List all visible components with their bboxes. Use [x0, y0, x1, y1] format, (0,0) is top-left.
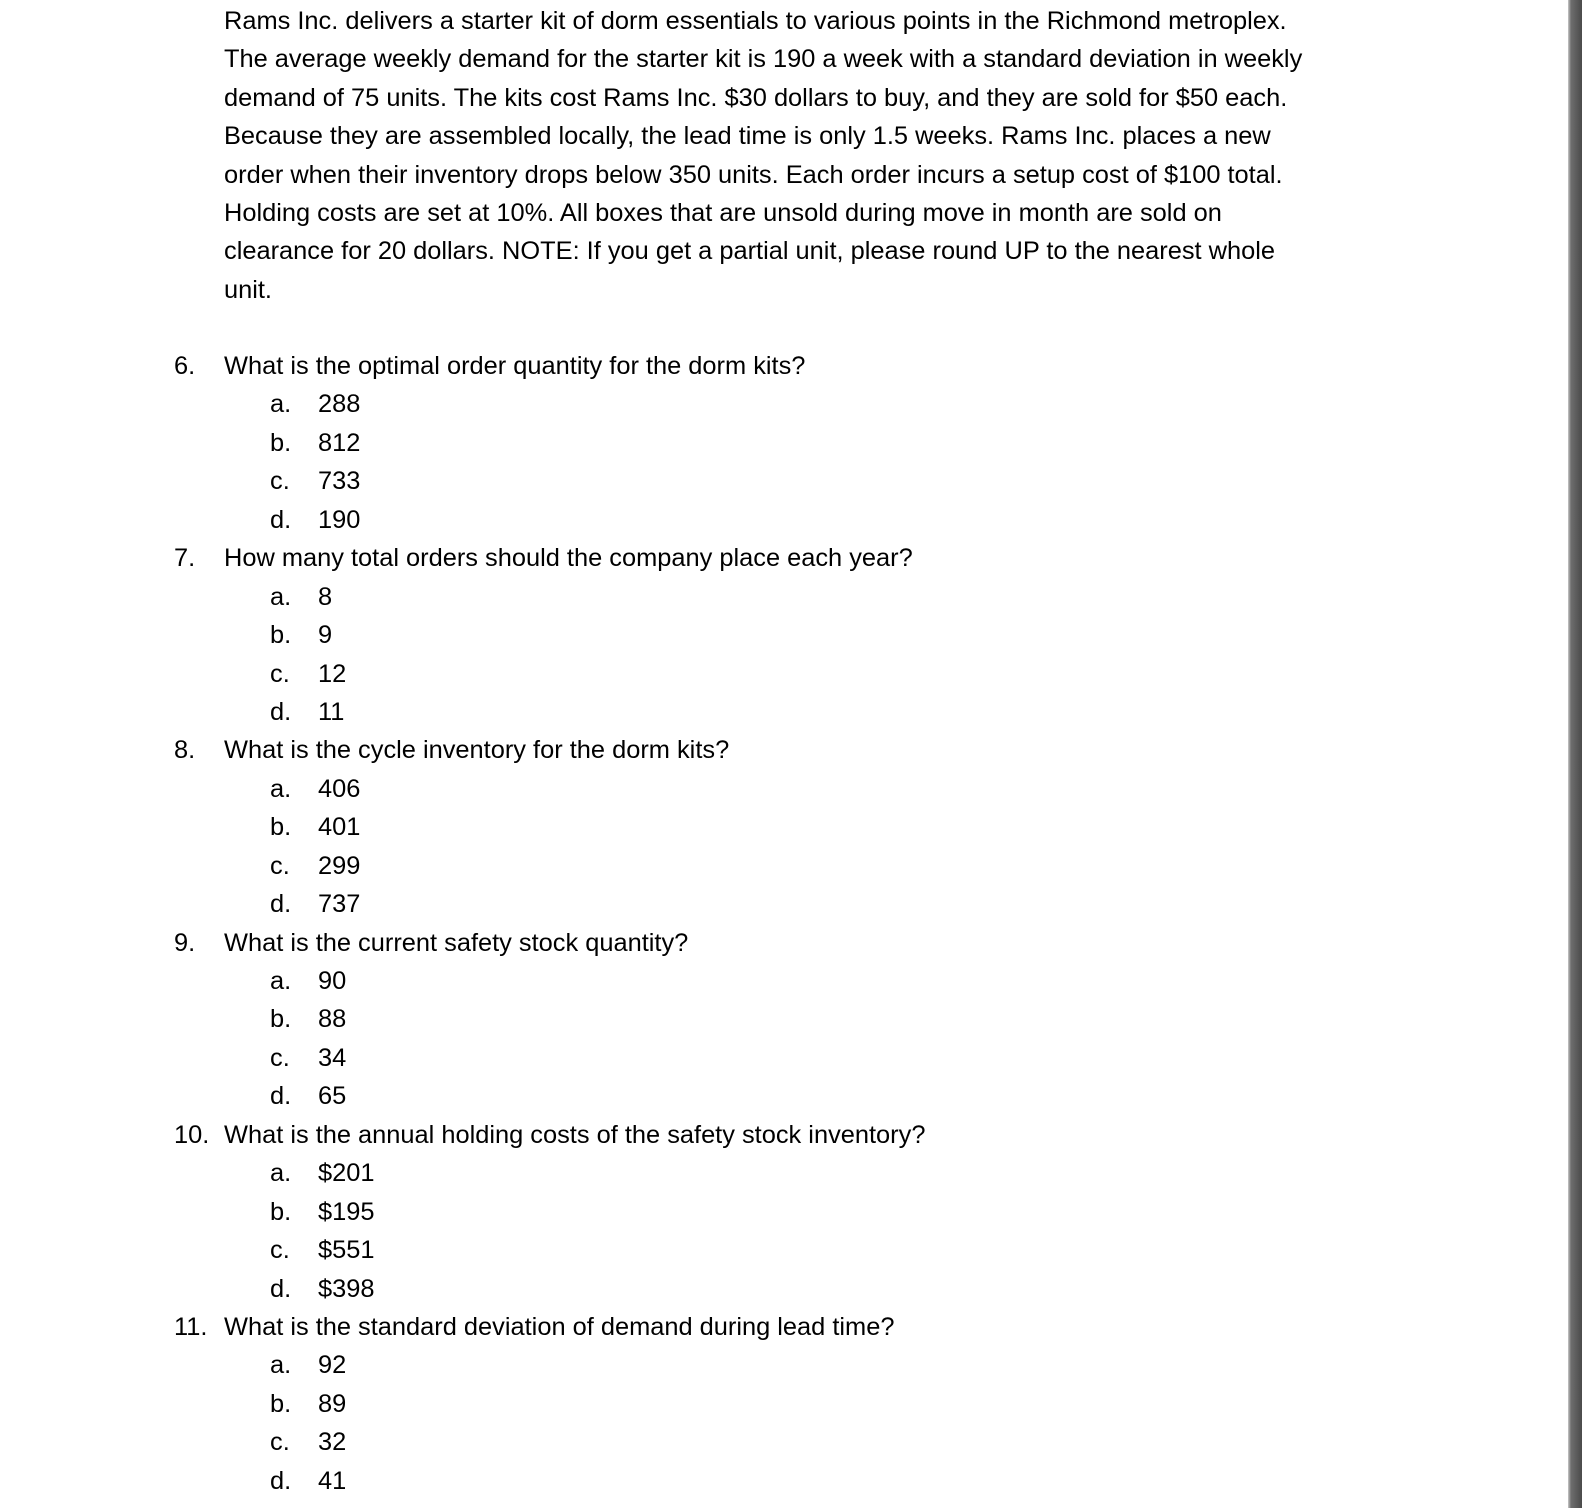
option-letter: d.: [270, 1274, 292, 1303]
problem-line: Rams Inc. delivers a starter kit of dorm essentials to various points in the Richmond metroplex.: [224, 7, 1287, 35]
option-text: 32: [318, 1428, 347, 1457]
question-9: [0, 924, 1540, 1116]
problem-line: clearance for 20 dollars. NOTE: If you get a partial unit, please round UP to the nearest whole: [224, 237, 1276, 266]
option-text: 9: [318, 621, 333, 650]
option-text: 190: [318, 505, 361, 534]
question-stem: [0, 347, 1540, 385]
option-text: 11: [318, 697, 345, 726]
problem-statement: [224, 2, 1374, 309]
question-stem: [0, 1116, 1540, 1154]
option-letter: b.: [270, 1005, 292, 1034]
question-stem: [0, 1308, 1540, 1346]
option-letter: a.: [270, 1159, 292, 1188]
question-stem: [0, 731, 1540, 769]
answer-option: [0, 501, 1540, 539]
option-text: $201: [318, 1159, 375, 1188]
option-letter: b.: [270, 1197, 292, 1226]
question-10: [0, 1116, 1540, 1308]
answer-option: [0, 1154, 1540, 1192]
question-number: 9.: [174, 928, 196, 957]
answer-option: [0, 1231, 1540, 1269]
option-text: 92: [318, 1351, 347, 1380]
option-letter: b.: [270, 1389, 292, 1418]
question-7: [0, 539, 1540, 731]
option-letter: c.: [270, 1236, 290, 1265]
option-text: 401: [318, 813, 361, 842]
question-number: 7.: [174, 544, 196, 573]
option-text: 12: [318, 659, 347, 688]
answer-option: [0, 1039, 1540, 1077]
option-text: 65: [318, 1082, 347, 1111]
answer-option: [0, 1270, 1540, 1308]
page-edge-shadow: [1568, 0, 1582, 1508]
option-letter: b.: [270, 621, 292, 650]
option-letter: d.: [270, 697, 292, 726]
option-letter: a.: [270, 582, 292, 611]
answer-option: [0, 770, 1540, 808]
option-text: 733: [318, 467, 361, 496]
option-text: $398: [318, 1274, 375, 1303]
option-text: 41: [318, 1466, 347, 1495]
option-text: $195: [318, 1197, 375, 1226]
answer-option: [0, 1346, 1540, 1384]
question-8: [0, 731, 1540, 923]
answer-option: [0, 578, 1540, 616]
answer-option: [0, 1385, 1540, 1423]
option-letter: d.: [270, 1082, 292, 1111]
answer-option: [0, 424, 1540, 462]
question-number: 8.: [174, 736, 196, 765]
option-letter: c.: [270, 1043, 290, 1072]
option-letter: d.: [270, 1466, 292, 1495]
answer-option: [0, 962, 1540, 1000]
problem-line: demand of 75 units. The kits cost Rams Inc. $30 dollars to buy, and they are sold for $50 each.: [224, 83, 1288, 112]
option-letter: b.: [270, 813, 292, 842]
answer-option: [0, 462, 1540, 500]
answer-option: [0, 385, 1540, 423]
question-list: [0, 347, 1540, 1500]
option-text: 299: [318, 851, 361, 880]
problem-line: Because they are assembled locally, the lead time is only 1.5 weeks. Rams Inc. places a new: [224, 122, 1271, 151]
option-letter: d.: [270, 890, 292, 919]
answer-option: [0, 1077, 1540, 1115]
option-letter: a.: [270, 390, 292, 419]
problem-line: unit.: [224, 275, 272, 304]
answer-option: [0, 616, 1540, 654]
question-11: [0, 1308, 1540, 1500]
answer-option: [0, 1423, 1540, 1461]
question-number: 11.: [174, 1312, 208, 1341]
question-text: What is the standard deviation of demand during lead time?: [224, 1312, 895, 1341]
option-text: 406: [318, 774, 361, 803]
question-number: 10.: [174, 1120, 210, 1149]
option-letter: c.: [270, 1428, 290, 1457]
question-stem: [0, 924, 1540, 962]
question-text: How many total orders should the company place each year?: [224, 544, 913, 573]
answer-option: [0, 1193, 1540, 1231]
question-text: What is the optimal order quantity for the dorm kits?: [224, 352, 806, 380]
option-text: 88: [318, 1005, 347, 1034]
option-letter: d.: [270, 505, 292, 534]
problem-line: Holding costs are set at 10%. All boxes that are unsold during move in month are sold on: [224, 199, 1222, 228]
question-6: [0, 347, 1540, 539]
problem-line: order when their inventory drops below 350 units. Each order incurs a setup cost of $100 total.: [224, 160, 1283, 189]
option-letter: a.: [270, 774, 292, 803]
question-stem: [0, 539, 1540, 577]
option-letter: b.: [270, 428, 292, 457]
option-text: $551: [318, 1236, 375, 1265]
option-letter: a.: [270, 1351, 292, 1380]
answer-option: [0, 885, 1540, 923]
question-text: What is the cycle inventory for the dorm kits?: [224, 736, 730, 765]
question-text: What is the annual holding costs of the safety stock inventory?: [224, 1120, 926, 1149]
option-letter: c.: [270, 467, 290, 496]
answer-option: [0, 693, 1540, 731]
option-text: 288: [318, 390, 361, 419]
problem-line: The average weekly demand for the starter kit is 190 a week with a standard deviation in weekly: [224, 45, 1303, 74]
option-letter: a.: [270, 967, 292, 995]
answer-option: [0, 1000, 1540, 1038]
option-letter: c.: [270, 851, 290, 880]
answer-option: [0, 847, 1540, 885]
option-text: 90: [318, 967, 347, 995]
answer-option: [0, 808, 1540, 846]
option-text: 812: [318, 428, 361, 457]
option-letter: c.: [270, 659, 290, 688]
question-text: What is the current safety stock quantity?: [224, 928, 689, 957]
option-text: 34: [318, 1043, 347, 1072]
question-number: 6.: [174, 352, 196, 380]
answer-option: [0, 1462, 1540, 1500]
option-text: 89: [318, 1389, 347, 1418]
answer-option: [0, 655, 1540, 693]
option-text: 8: [318, 582, 333, 611]
option-text: 737: [318, 890, 361, 919]
